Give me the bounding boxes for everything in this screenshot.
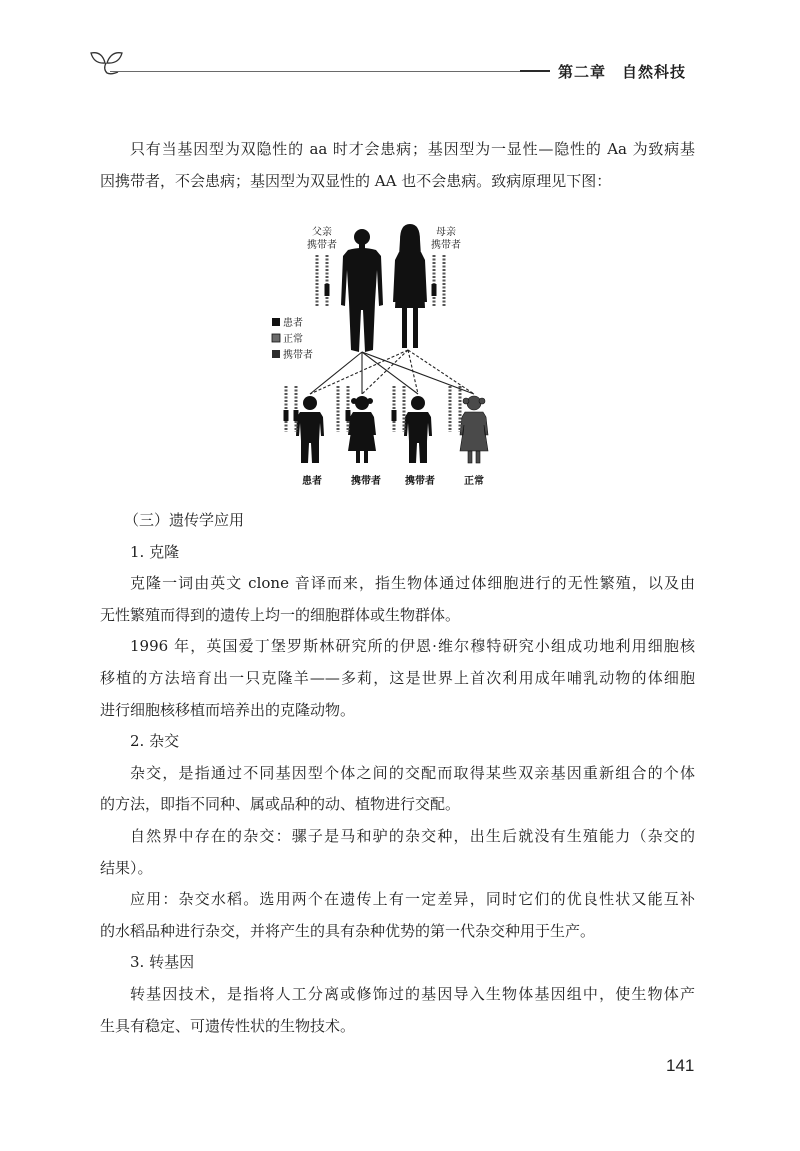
child-2-label: 携带者 xyxy=(351,476,381,487)
text-line: 1996 年，英国爱丁堡罗斯林研究所的伊恩·维尔穆特研究小组成功地利用细胞核 xyxy=(130,637,695,656)
father-line-child-3 xyxy=(362,352,418,394)
inheritance-diagram xyxy=(260,210,510,495)
page-number: 141 xyxy=(666,1056,695,1075)
topic-heading: 1. 克隆 xyxy=(130,542,180,561)
father-chromosomes xyxy=(317,255,330,306)
section-title: （三）遗传学应用 xyxy=(124,511,245,529)
text-line: 生具有稳定、可遗传性状的生物技术。 xyxy=(100,1016,356,1035)
header-rule-accent xyxy=(520,70,550,72)
mother-label: 母亲 xyxy=(436,227,456,238)
legend-swatch-affected xyxy=(272,318,280,326)
child-2-figure xyxy=(348,396,376,463)
legend xyxy=(272,316,313,361)
legend-swatch-carrier xyxy=(272,350,280,358)
text-line: 的水稻品种进行杂交，并将产生的具有杂种优势的第一代杂交种用于生产。 xyxy=(100,921,596,940)
text-line: 无性繁殖而得到的遗传上均一的细胞群体或生物群体。 xyxy=(100,605,461,624)
text-line: 转基因技术，是指将人工分离或修饰过的基因导入生物体基因组中，使生物体产 xyxy=(130,984,695,1003)
father-status: 携带者 xyxy=(307,240,337,251)
intro-paragraph xyxy=(100,134,695,197)
legend-label: 患者 xyxy=(283,318,303,329)
father-line-child-1 xyxy=(310,352,362,394)
topic-heading: 2. 杂交 xyxy=(130,732,180,751)
mother-chromosomes xyxy=(432,255,445,306)
chapter-title: 第二章 自然科技 xyxy=(558,63,687,81)
text-line: 应用：杂交水稻。选用两个在遗传上有一定差异，同时它们的优良性状又能互补 xyxy=(130,890,695,909)
topic-heading: 3. 转基因 xyxy=(130,953,195,972)
child-3-figure xyxy=(404,396,432,463)
father-figure xyxy=(341,229,383,352)
legend-label: 携带者 xyxy=(283,350,313,361)
child-1-figure xyxy=(296,396,324,463)
main-body xyxy=(100,505,695,1042)
father-label: 父亲 xyxy=(312,227,332,238)
mother-line-child-4 xyxy=(408,350,474,394)
legend-swatch-normal xyxy=(272,334,280,342)
child-1-label: 患者 xyxy=(302,476,322,487)
father-line-child-4 xyxy=(362,352,474,394)
text-line: 自然界中存在的杂交：骡子是马和驴的杂交种，出生后就没有生殖能力（杂交的 xyxy=(130,826,695,845)
legend-label: 正常 xyxy=(283,334,303,345)
text-line: 因携带者，不会患病；基因型为双显性的 AA 也不会患病。致病原理见下图： xyxy=(100,171,612,190)
child-4-label: 正常 xyxy=(464,476,484,487)
text-line: 的方法，即指不同种、属或品种的动、植物进行交配。 xyxy=(100,795,461,814)
text-line: 杂交，是指通过不同基因型个体之间的交配而取得某些双亲基因重新组合的个体 xyxy=(130,763,695,782)
mother-status: 携带者 xyxy=(431,240,461,251)
child-3-label: 携带者 xyxy=(405,476,435,487)
header-rule xyxy=(110,71,520,72)
mother-figure xyxy=(393,224,427,348)
text-line: 移植的方法培育出一只克隆羊——多莉，这是世界上首次利用成年哺乳动物的体细胞 xyxy=(100,668,695,687)
child-4-figure xyxy=(460,396,488,463)
text-line: 结果）。 xyxy=(100,858,153,877)
text-line: 只有当基因型为双隐性的 aa 时才会患病；基因型为一显性—隐性的 Aa 为致病基 xyxy=(130,140,695,158)
text-line: 克隆一词由英文 clone 音译而来，指生物体通过体细胞进行的无性繁殖，以及由 xyxy=(130,574,695,593)
text-line: 进行细胞核移植而培养出的克隆动物。 xyxy=(100,700,356,719)
